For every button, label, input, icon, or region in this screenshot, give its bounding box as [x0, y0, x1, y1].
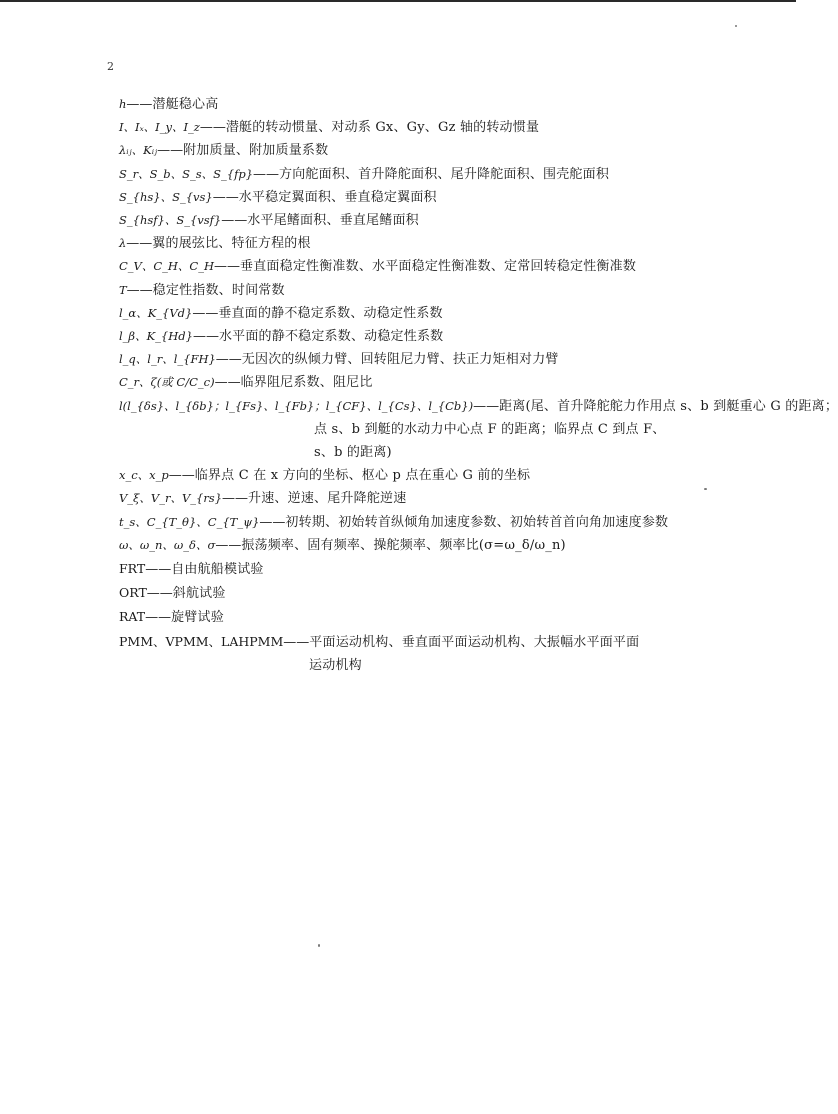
symbol-entry-inertia: I、Iₓ、I_y、I_z——潜艇的转动惯量、对动系 Gx、Gy、Gz 轴的转动惯量: [119, 120, 540, 136]
pmm-continuation: 运动机构: [309, 657, 362, 673]
symbol-entry-vertical-stability: l_α、K_{Vd}——垂直面的静不稳定系数、动稳定性系数: [119, 305, 443, 321]
symbol-entry-stability-criteria: C_V、C_H、C_H——垂直面稳定性衡准数、水平面稳定性衡准数、定常回转稳定性衡准数: [119, 259, 637, 275]
symbol-entry-t: T——稳定性指数、时间常数: [119, 282, 285, 298]
scan-speck-1: [735, 25, 737, 27]
symbol-entry-frequencies: ω、ω_n、ω_δ、σ——振荡频率、固有频率、操舵频率、频率比(σ=ω_δ/ω_n): [119, 537, 566, 553]
symbol-entry-added-mass: λᵢⱼ、Kᵢⱼ——附加质量、附加质量系数: [119, 143, 329, 159]
symbol-entry-fin-areas: S_{hsf}、S_{vsf}——水平尾鳍面积、垂直尾鳍面积: [119, 213, 419, 229]
distance-continuation-2: s、b 的距离): [314, 445, 392, 461]
symbol-entry-horizontal-stability: l_β、K_{Hd}——水平面的静不稳定系数、动稳定性系数: [119, 329, 444, 345]
symbol-entry-damping: C_r、ζ(或 C/C_c)——临界阻尼系数、阻尼比: [119, 375, 373, 391]
symbol-entry-pmm: PMM、VPMM、LAHPMM——平面运动机构、垂直面平面运动机构、大振幅水平面平面: [119, 633, 640, 650]
symbol-entry-lambda: λ——翼的展弦比、特征方程的根: [119, 236, 311, 252]
scan-speck-2: [704, 488, 707, 490]
symbol-entry-stabilizer-areas: S_{hs}、S_{vs}——水平稳定翼面积、垂直稳定翼面积: [119, 189, 437, 205]
symbol-entry-rat: RAT——旋臂试验: [119, 609, 224, 626]
symbol-entry-critical-point: x_c、x_p——临界点 C 在 x 方向的坐标、枢心 p 点在重心 G 前的坐标: [119, 468, 531, 484]
symbol-entry-distances: l(l_{δs}、l_{δb}；l_{Fs}、l_{Fb}；l_{CF}、l_{Cs}、l_{Cb})——距离(尾、首升降舵舵力作用点 s、b 到艇重心 G 的距离；: [119, 398, 838, 414]
symbol-entry-speeds: V_ξ、V_r、V_{rs}——升速、逆速、尾升降舵逆速: [119, 491, 407, 507]
symbol-list: [119, 93, 838, 677]
symbol-entry-h: h——潜艇稳心高: [119, 97, 219, 112]
page-number: 2: [107, 60, 114, 73]
symbol-entry-lever-arms: l_q、l_r、l_{FH}——无因次的纵倾力臂、回转阻尼力臂、扶正力矩相对力臂: [119, 352, 559, 368]
symbol-entry-rudder-areas: S_r、S_b、S_s、S_{fp}——方向舵面积、首升降舵面积、尾升降舵面积、围壳舵面积: [119, 166, 610, 182]
scan-speck-3: [318, 944, 320, 947]
symbol-entry-frt: FRT——自由航船模试验: [119, 561, 264, 578]
page-top-border: [0, 0, 796, 2]
distance-continuation-1: 点 s、b 到艇的水动力中心点 F 的距离；临界点 C 到点 F、: [314, 421, 666, 437]
symbol-entry-turning: t_s、C_{T_θ}、C_{T_ψ}——初转期、初始转首纵倾角加速度参数、初始转首首向角加速度参数: [119, 514, 669, 530]
symbol-entry-ort: ORT——斜航试验: [119, 585, 226, 602]
